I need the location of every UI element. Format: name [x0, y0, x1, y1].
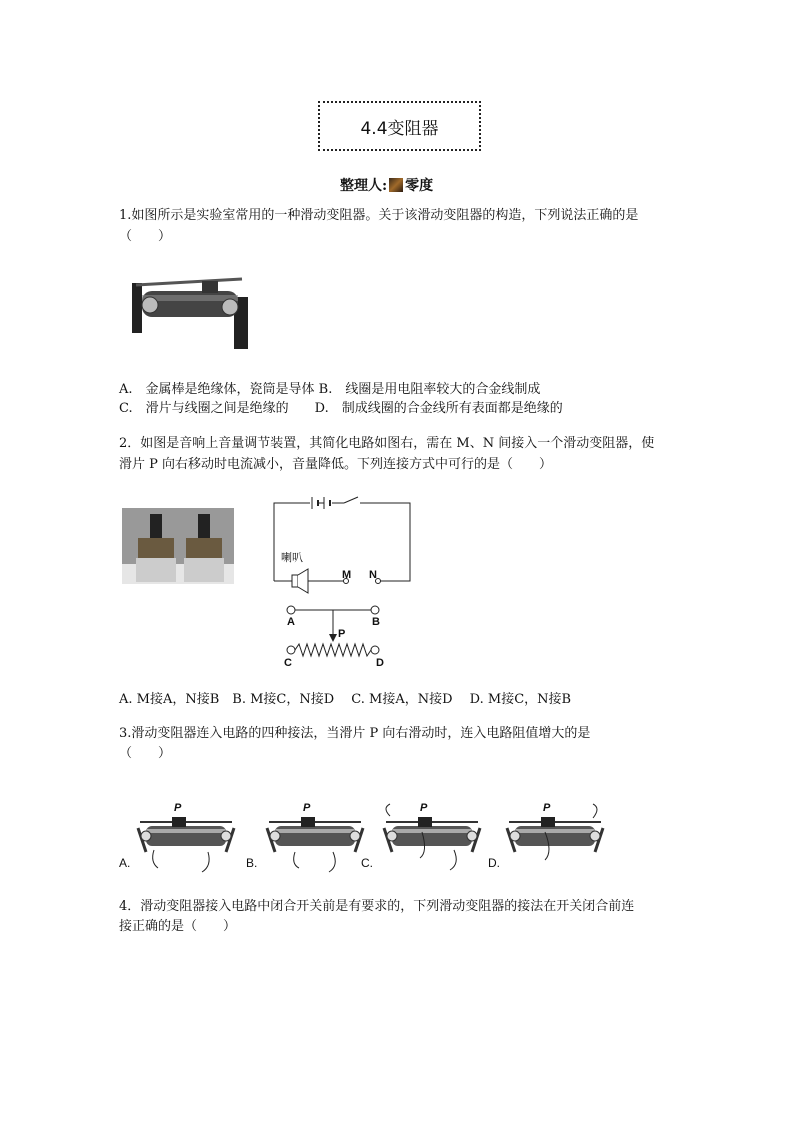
- q3-option-label: C.: [361, 856, 373, 870]
- author-name: 零度: [405, 178, 434, 194]
- q3-rheostat-figure: [382, 808, 482, 868]
- q4-stem-line1: 4．滑动变阻器接入电路中闭合开关前是有要求的，下列滑动变阻器的接法在开关闭合前连: [119, 899, 635, 914]
- slide-rheostat-symbol: [285, 602, 385, 662]
- speaker-label: 喇叭: [281, 552, 303, 564]
- q2-options: A. M接A，N接B B. M接C，N接D C. M接A，N接D D. M接C，N接B: [119, 692, 572, 707]
- rheostat-photo: [130, 275, 252, 350]
- q3-stem-line1: 3.滑动变阻器连入电路的四种接法，当滑片 P 向右滑动时，连入电路阻值增大的是: [119, 726, 591, 741]
- terminal-n-label: N: [369, 569, 377, 581]
- q3-option-label: B.: [246, 856, 258, 870]
- terminal-m-label: M: [342, 569, 352, 581]
- terminal-d-label: D: [376, 657, 384, 669]
- q3-slider-p-label: P: [543, 802, 551, 814]
- q1-stem-line2: （ ）: [119, 229, 172, 244]
- title-box: [318, 101, 481, 151]
- q1-options-ab: A. 金属棒是绝缘体，瓷筒是导体 B. 线圈是用电阻率较大的合金线制成: [119, 382, 541, 397]
- q1-stem-line1: 1.如图所示是实验室常用的一种滑动变阻器。关于该滑动变阻器的构造，下列说法正确的是: [119, 208, 639, 223]
- slider-p-label: P: [338, 628, 346, 640]
- q3-rheostat-figure: [505, 808, 605, 868]
- terminal-a-label: A: [287, 616, 295, 628]
- q3-stem-line2: （ ）: [119, 746, 172, 761]
- q3-rheostat-figure: [265, 808, 365, 868]
- q3-slider-p-label: P: [303, 802, 311, 814]
- author-prefix: 整理人:: [340, 178, 388, 194]
- author-avatar: [389, 178, 403, 192]
- q3-slider-p-label: P: [420, 802, 428, 814]
- q2-stem-line1: 2．如图是音响上音量调节装置，其简化电路如图右，需在 M、N 间接入一个滑动变阻器，使: [119, 436, 655, 451]
- potentiometer-photo: [122, 508, 234, 584]
- q3-option-label: D.: [488, 856, 500, 870]
- q3-option-label: A.: [119, 856, 131, 870]
- terminal-c-label: C: [284, 657, 292, 669]
- q3-rheostat-figure: [136, 808, 236, 868]
- q2-stem-line2: 滑片 P 向右移动时电流减小，音量降低。下列连接方式中可行的是（ ）: [119, 457, 553, 472]
- page-title: 4.4变阻器: [360, 118, 439, 139]
- q3-slider-p-label: P: [174, 802, 182, 814]
- q1-options-cd: C. 滑片与线圈之间是绝缘的 D. 制成线圈的合金线所有表面都是绝缘的: [119, 401, 563, 416]
- q4-stem-line2: 接正确的是（ ）: [119, 919, 237, 934]
- author-line: [340, 175, 433, 195]
- terminal-b-label: B: [372, 616, 380, 628]
